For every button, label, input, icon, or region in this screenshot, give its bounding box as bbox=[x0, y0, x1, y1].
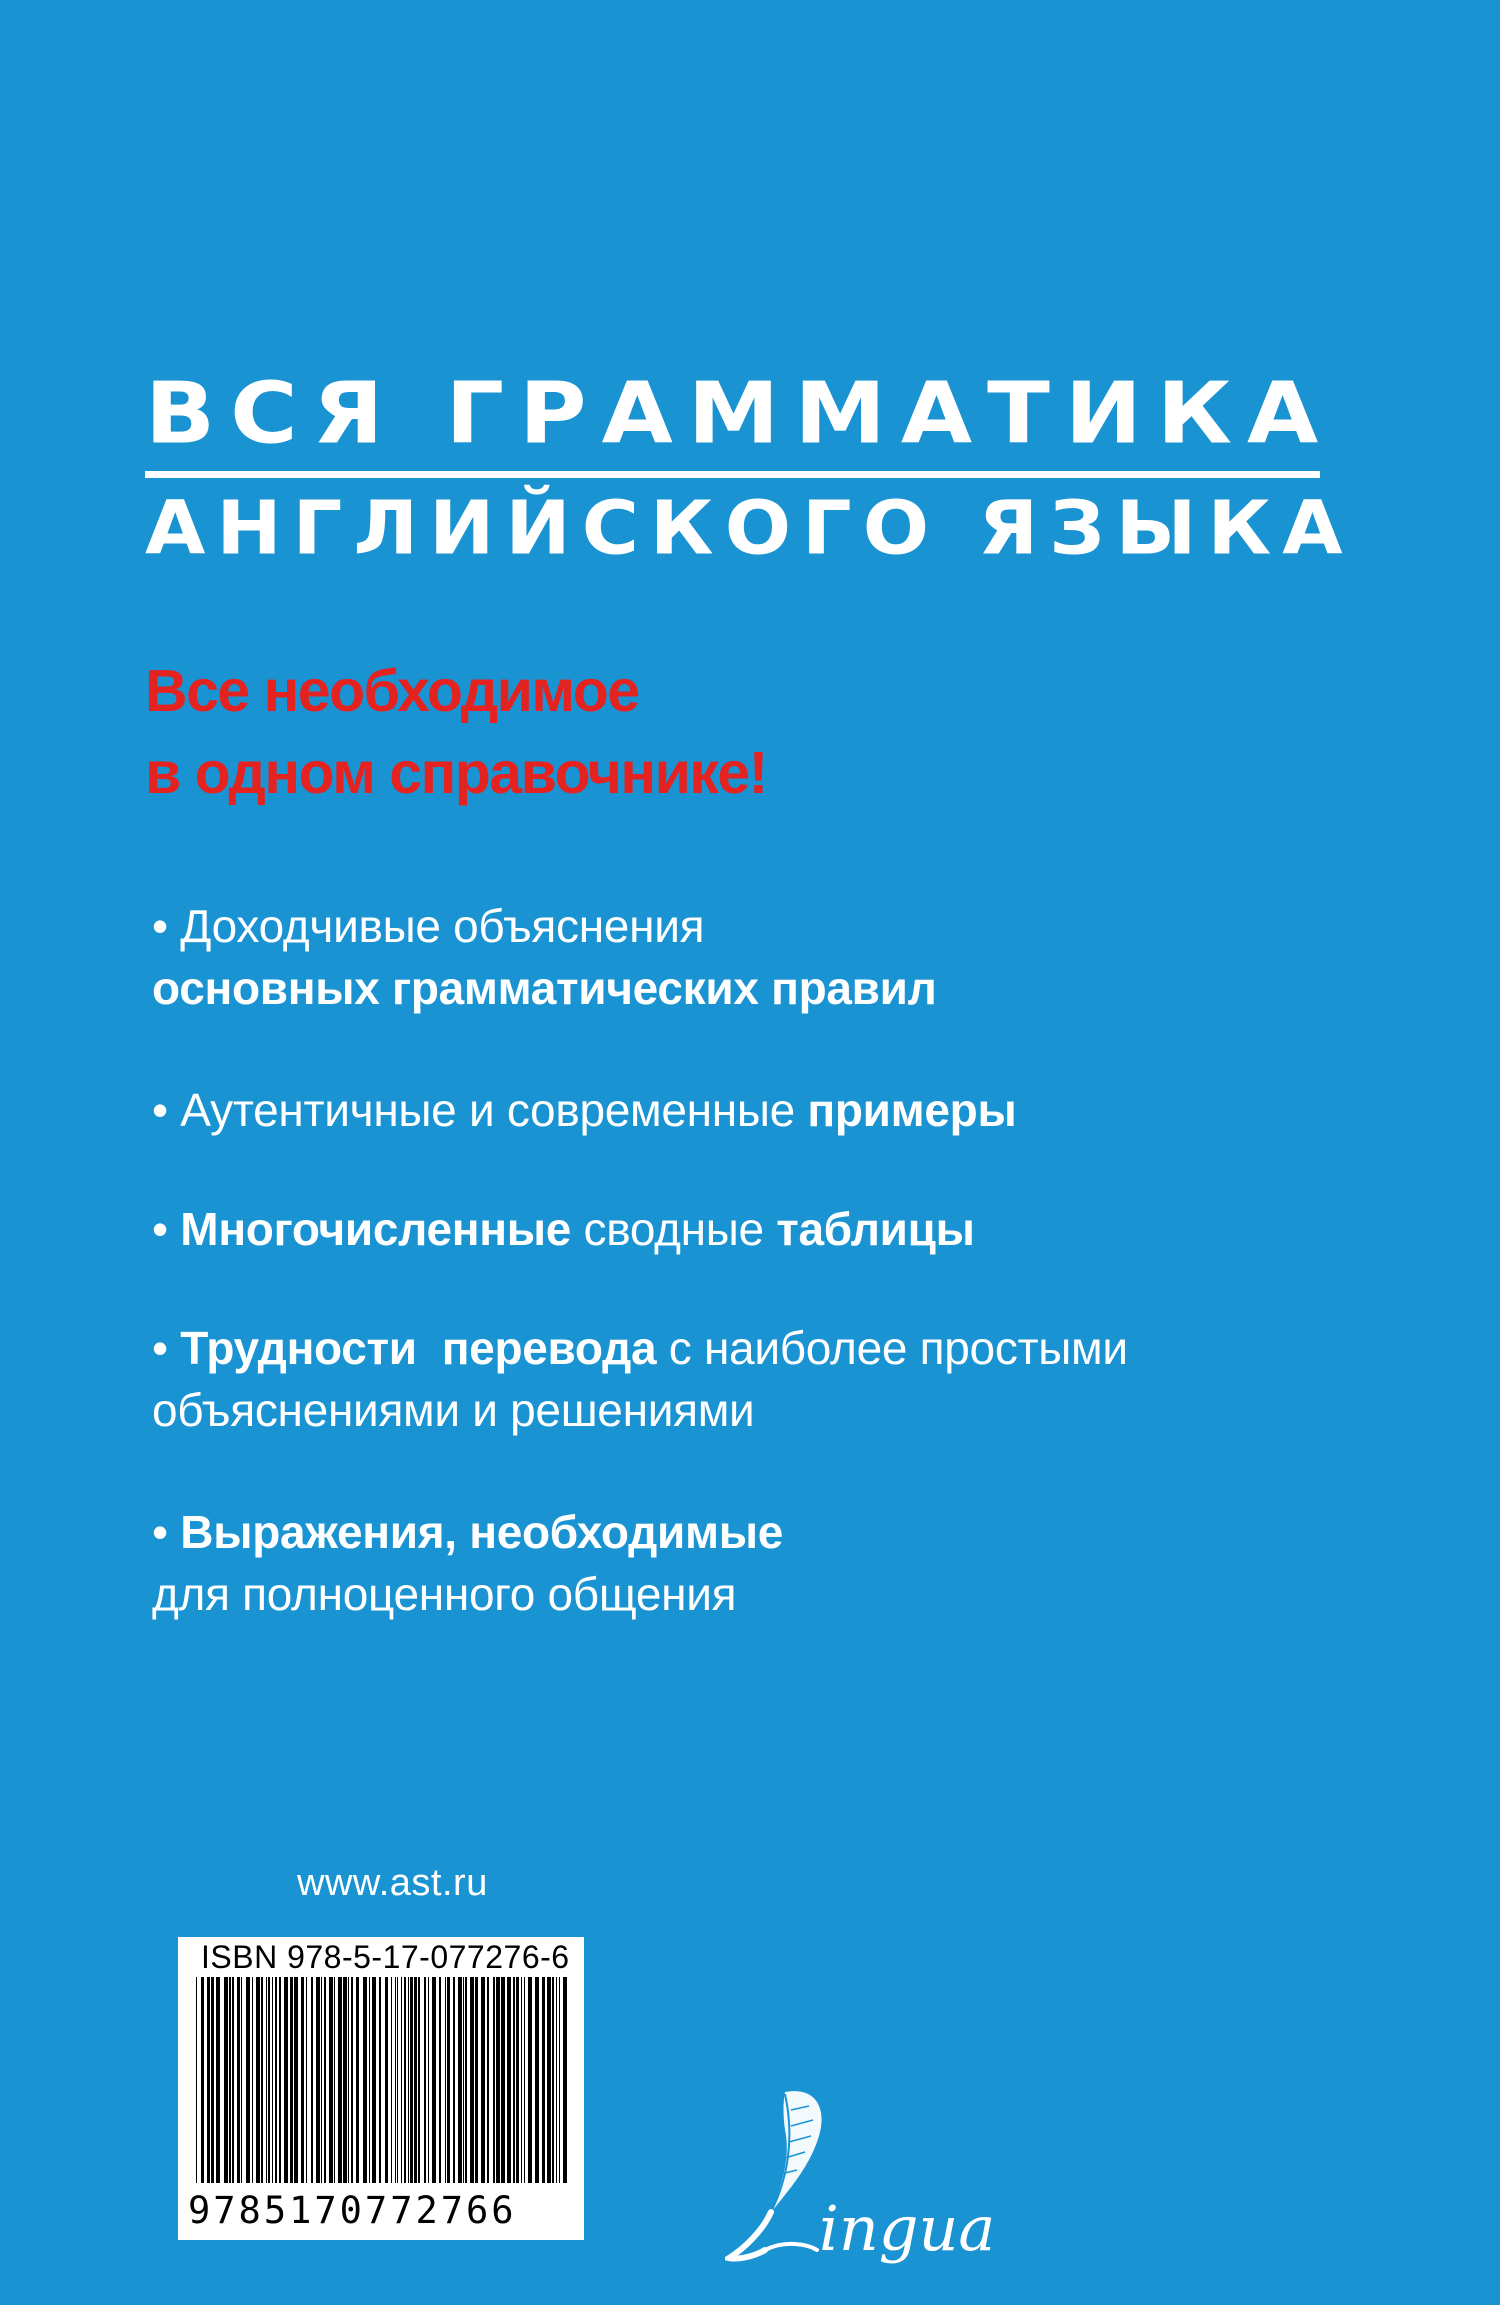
barcode-bar bbox=[410, 1977, 413, 2183]
barcode-bar bbox=[241, 1977, 242, 2183]
barcode bbox=[192, 1977, 572, 2191]
tagline bbox=[145, 650, 767, 814]
barcode-bar bbox=[391, 1977, 392, 2183]
barcode-bar bbox=[481, 1977, 485, 2183]
feature-bullet: • bbox=[152, 1203, 181, 1255]
barcode-bar bbox=[261, 1977, 263, 2183]
ean-digits: 9785170772766 bbox=[188, 2189, 517, 2232]
barcode-bar bbox=[196, 1977, 197, 2183]
barcode-bar bbox=[294, 1977, 298, 2183]
barcode-bar bbox=[256, 1977, 260, 2183]
barcode-bar bbox=[301, 1977, 304, 2183]
barcode-bar bbox=[351, 1977, 353, 2183]
isbn-number: ISBN 978-5-17-077276-6 bbox=[201, 1939, 570, 1975]
barcode-bar bbox=[290, 1977, 293, 2183]
feature-item bbox=[152, 1317, 1402, 1441]
feature-item bbox=[152, 895, 1402, 1019]
barcode-bar bbox=[397, 1977, 398, 2183]
barcode-bar bbox=[424, 1977, 426, 2183]
feature-text-bold: Выражения, необходимые bbox=[180, 1506, 783, 1558]
barcode-bar bbox=[559, 1977, 560, 2183]
barcode-bar bbox=[475, 1977, 478, 2183]
barcode-bar bbox=[521, 1977, 522, 2183]
feature-item bbox=[152, 1198, 1402, 1260]
quill-feather-icon bbox=[729, 2091, 822, 2258]
barcode-bar bbox=[496, 1977, 500, 2183]
barcode-bar bbox=[404, 1977, 406, 2183]
barcode-bar bbox=[372, 1977, 376, 2183]
barcode-bar bbox=[439, 1977, 441, 2183]
barcode-bar bbox=[408, 1977, 409, 2183]
barcode-bar bbox=[447, 1977, 450, 2183]
barcode-bar bbox=[311, 1977, 313, 2183]
barcode-bar bbox=[465, 1977, 467, 2183]
barcode-bar bbox=[507, 1977, 511, 2183]
barcode-bar bbox=[321, 1977, 322, 2183]
feature-text: • Доходчивые объяснения bbox=[152, 900, 705, 952]
barcode-bar bbox=[268, 1977, 270, 2183]
barcode-bar bbox=[493, 1977, 495, 2183]
barcode-bar bbox=[552, 1977, 554, 2183]
barcode-bar bbox=[563, 1977, 567, 2183]
title-line-1: ВСЯ ГРАММАТИКА bbox=[145, 364, 1334, 463]
feature-text: с наиболее простыми bbox=[656, 1322, 1128, 1374]
tagline-line-2: в одном справочнике! bbox=[145, 740, 767, 806]
barcode-bar bbox=[528, 1977, 532, 2183]
barcode-bar bbox=[470, 1977, 474, 2183]
barcode-bar bbox=[401, 1977, 402, 2183]
book-title bbox=[145, 364, 1354, 572]
barcode-bar bbox=[524, 1977, 525, 2183]
barcode-bar bbox=[356, 1977, 359, 2183]
feature-text-bold: основных грамматических правил bbox=[152, 962, 937, 1014]
barcode-bar bbox=[201, 1977, 204, 2183]
barcode-bar bbox=[453, 1977, 455, 2183]
barcode-bar bbox=[379, 1977, 381, 2183]
barcode-bar bbox=[556, 1977, 557, 2183]
barcode-bar bbox=[414, 1977, 417, 2183]
barcode-bar bbox=[463, 1977, 464, 2183]
barcode-bar bbox=[324, 1977, 326, 2183]
barcode-bar bbox=[535, 1977, 539, 2183]
barcode-bar bbox=[207, 1977, 210, 2183]
barcode-bar bbox=[232, 1977, 234, 2183]
feature-bullet: • bbox=[152, 1322, 181, 1374]
isbn-barcode-box bbox=[178, 1937, 584, 2240]
barcode-bar bbox=[432, 1977, 436, 2183]
tagline-line-1: Все необходимое bbox=[145, 658, 639, 724]
barcode-bar bbox=[395, 1977, 396, 2183]
barcode-bar bbox=[428, 1977, 429, 2183]
feature-text-bold: примеры bbox=[807, 1084, 1017, 1136]
barcode-bar bbox=[363, 1977, 367, 2183]
barcode-bar bbox=[418, 1977, 420, 2183]
barcode-bar bbox=[334, 1977, 335, 2183]
barcode-bar bbox=[252, 1977, 253, 2183]
feature-text: для полноценного общения bbox=[152, 1568, 737, 1620]
barcode-bar bbox=[458, 1977, 462, 2183]
feature-list bbox=[152, 895, 1402, 1685]
barcode-bar bbox=[513, 1977, 515, 2183]
title-underline bbox=[145, 471, 1320, 478]
barcode-bar bbox=[547, 1977, 551, 2183]
barcode-bar bbox=[246, 1977, 250, 2183]
barcode-bar bbox=[348, 1977, 349, 2183]
barcode-bar bbox=[316, 1977, 320, 2183]
feature-text: сводные bbox=[571, 1203, 777, 1255]
feature-item bbox=[152, 1501, 1402, 1625]
feature-item bbox=[152, 1079, 1402, 1141]
feature-text: • Аутентичные и современные bbox=[152, 1084, 808, 1136]
barcode-bar bbox=[338, 1977, 342, 2183]
publisher-website[interactable]: www.ast.ru bbox=[297, 1862, 488, 1904]
barcode-bar bbox=[216, 1977, 220, 2183]
barcode-bar bbox=[445, 1977, 446, 2183]
feature-text-bold: Многочисленные bbox=[180, 1203, 572, 1255]
barcode-bar bbox=[385, 1977, 388, 2183]
barcode-bar bbox=[501, 1977, 505, 2183]
logo-text: ingua bbox=[819, 2192, 995, 2265]
barcode-bar bbox=[306, 1977, 307, 2183]
title-line-2: АНГЛИЙСКОГО ЯЗЫКА bbox=[145, 486, 1354, 572]
barcode-bar bbox=[224, 1977, 228, 2183]
feature-text: объяснениями и решениями bbox=[152, 1384, 755, 1436]
barcode-bar bbox=[279, 1977, 281, 2183]
barcode-bar bbox=[516, 1977, 519, 2183]
feature-bullet: • bbox=[152, 1506, 181, 1558]
barcode-bar bbox=[343, 1977, 347, 2183]
barcode-bar bbox=[284, 1977, 288, 2183]
barcode-bar bbox=[487, 1977, 489, 2183]
barcode-bar bbox=[211, 1977, 214, 2183]
barcode-bar bbox=[237, 1977, 240, 2183]
barcode-bar bbox=[329, 1977, 333, 2183]
feature-text-bold: таблицы bbox=[776, 1203, 975, 1255]
barcode-bar bbox=[229, 1977, 231, 2183]
barcode-bar bbox=[275, 1977, 277, 2183]
lingua-logo bbox=[725, 2080, 995, 2280]
barcode-bar bbox=[542, 1977, 545, 2183]
barcode-bar bbox=[266, 1977, 267, 2183]
feature-text-bold: Трудности перевода bbox=[180, 1322, 657, 1374]
barcode-bar bbox=[272, 1977, 273, 2183]
barcode-bar bbox=[369, 1977, 370, 2183]
